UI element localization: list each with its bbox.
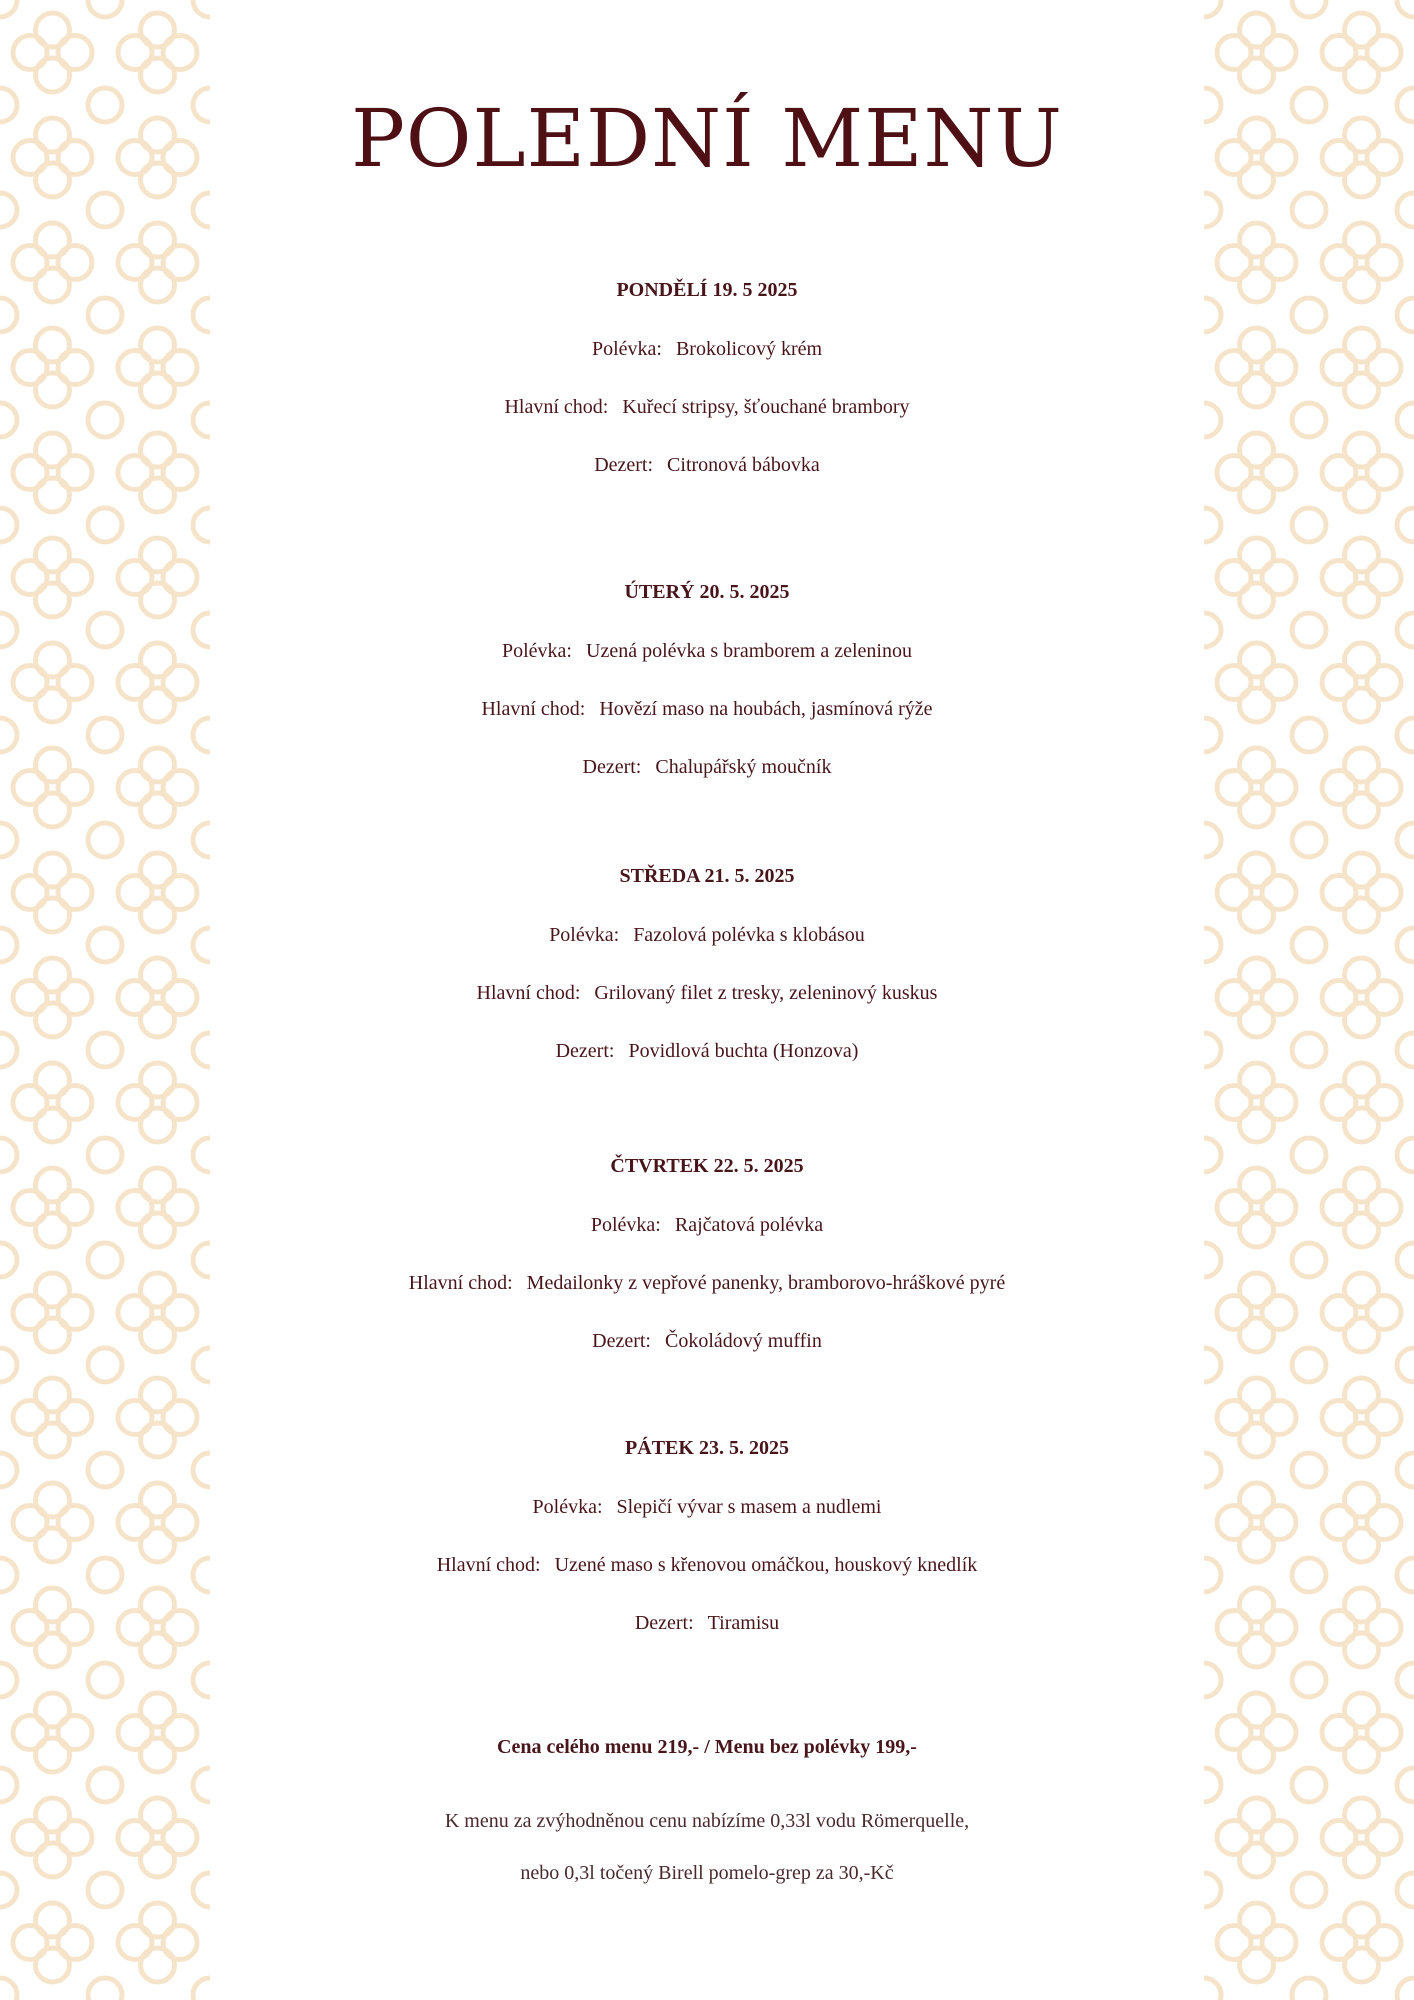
- main-value: Grilovaný filet z tresky, zeleninový kuskus: [594, 982, 938, 1004]
- drink-offer-line-2: nebo 0,3l točený Birell pomelo-grep za 30,-Kč: [520, 1862, 894, 1884]
- soup-value: Rajčatová polévka: [674, 1214, 824, 1236]
- soup-value: Slepičí vývar s masem a nudlemi: [616, 1496, 882, 1518]
- dessert-line: [0, 1594, 1414, 1652]
- dessert-line: [0, 1022, 1414, 1080]
- soup-line: [0, 320, 1414, 378]
- day-thursday: [0, 1136, 1414, 1370]
- main-label: Hlavní chod:: [476, 982, 581, 1004]
- day-heading: STŘEDA 21. 5. 2025: [619, 865, 795, 887]
- day-heading: ÚTERÝ 20. 5. 2025: [624, 581, 790, 603]
- dessert-value: Povidlová buchta (Honzova): [628, 1040, 859, 1062]
- main-line: [0, 964, 1414, 1022]
- day-heading: PÁTEK 23. 5. 2025: [625, 1437, 789, 1459]
- main-label: Hlavní chod:: [481, 698, 586, 720]
- main-value: Uzené maso s křenovou omáčkou, houskový knedlík: [554, 1554, 978, 1576]
- dessert-line: [0, 738, 1414, 796]
- soup-line: [0, 1196, 1414, 1254]
- day-heading: PONDĚLÍ 19. 5 2025: [616, 279, 798, 301]
- main-value: Kuřecí stripsy, šťouchané brambory: [622, 396, 910, 418]
- main-line: [0, 378, 1414, 436]
- soup-value: Fazolová polévka s klobásou: [633, 924, 865, 946]
- soup-label: Polévka:: [549, 924, 620, 946]
- drink-offer-line-1: K menu za zvýhodněnou cenu nabízíme 0,33l vodu Römerquelle,: [444, 1810, 970, 1832]
- main-line: [0, 1254, 1414, 1312]
- dessert-label: Dezert:: [555, 1040, 615, 1062]
- soup-label: Polévka:: [590, 1214, 661, 1236]
- dessert-label: Dezert:: [582, 756, 642, 778]
- soup-value: Brokolicový krém: [675, 338, 823, 360]
- soup-label: Polévka:: [502, 640, 572, 662]
- dessert-label: Dezert:: [594, 454, 654, 476]
- day-friday: [0, 1418, 1414, 1652]
- page-title: POLEDNÍ MENU: [351, 92, 1063, 185]
- dessert-label: Dezert:: [634, 1612, 694, 1634]
- main-value: Medailonky z vepřové panenky, bramborovo-hráškové pyré: [526, 1272, 1006, 1294]
- day-heading: ČTVRTEK 22. 5. 2025: [610, 1155, 804, 1177]
- dessert-value: Tiramisu: [707, 1612, 780, 1634]
- main-label: Hlavní chod:: [408, 1272, 513, 1294]
- main-label: Hlavní chod:: [504, 396, 609, 418]
- soup-line: [0, 906, 1414, 964]
- dessert-value: Čokoládový muffin: [665, 1330, 822, 1352]
- soup-line: [0, 1478, 1414, 1536]
- menu-price: Cena celého menu 219,- / Menu bez polévky 199,-: [497, 1736, 917, 1758]
- soup-line: [0, 622, 1414, 680]
- soup-label: Polévka:: [532, 1496, 603, 1518]
- dessert-value: Chalupářský moučník: [655, 756, 832, 778]
- main-label: Hlavní chod:: [436, 1554, 541, 1576]
- main-line: [0, 680, 1414, 738]
- main-value: Hovězí maso na houbách, jasmínová rýže: [599, 698, 933, 720]
- dessert-value: Citronová bábovka: [667, 454, 820, 476]
- main-line: [0, 1536, 1414, 1594]
- day-wednesday: [0, 846, 1414, 1080]
- dessert-line: [0, 436, 1414, 494]
- dessert-label: Dezert:: [592, 1330, 651, 1352]
- day-monday: [0, 260, 1414, 494]
- day-tuesday: [0, 562, 1414, 796]
- soup-label: Polévka:: [591, 338, 662, 360]
- soup-value: Uzená polévka s bramborem a zeleninou: [586, 640, 912, 662]
- dessert-line: [0, 1312, 1414, 1370]
